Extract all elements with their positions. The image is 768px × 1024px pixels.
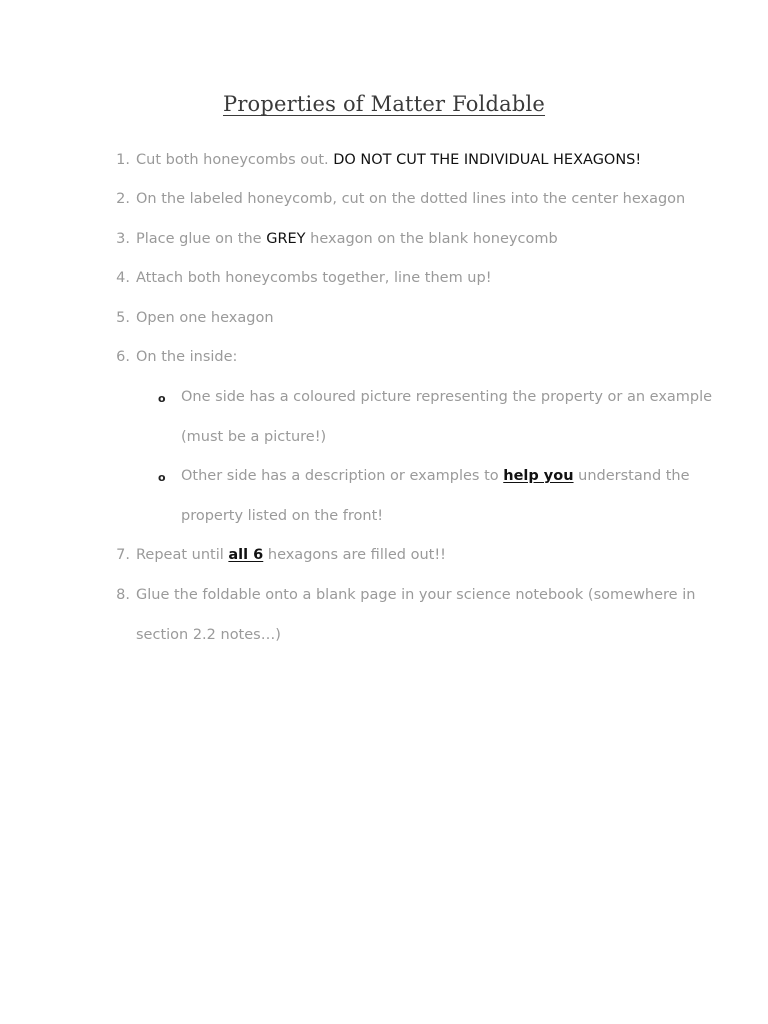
- list-item-text-post: hexagons are filled out!!: [267, 547, 446, 563]
- list-number: 5.: [116, 310, 130, 326]
- sub-list-item-text: (must be a picture!): [181, 429, 327, 445]
- emphasis-text: DO NOT CUT THE INDIVIDUAL HEXAGONS!: [333, 152, 642, 168]
- bullet-icon: o: [158, 392, 166, 405]
- list-item-text: On the labeled honeycomb, cut on the dotted lines into the center hexagon: [136, 191, 686, 207]
- list-number: 8.: [116, 587, 130, 603]
- list-item-text: On the inside:: [136, 349, 238, 365]
- list-number: 4.: [116, 270, 130, 286]
- emphasis-text: all 6: [228, 547, 264, 563]
- bullet-icon: o: [158, 471, 166, 484]
- sub-list-item-text: [181, 466, 690, 486]
- list-item-text-pre: Place glue on the: [136, 231, 262, 247]
- sub-list-item-text: One side has a coloured picture representing the property or an example: [181, 389, 713, 405]
- page-title: [0, 92, 768, 116]
- list-number: 7.: [116, 547, 130, 563]
- emphasis-text: help you: [503, 468, 574, 484]
- list-item-text: [136, 545, 446, 565]
- list-item-text: [136, 229, 558, 249]
- list-item-text: Glue the foldable onto a blank page in your science notebook (somewhere in: [136, 587, 696, 603]
- list-number: 3.: [116, 231, 130, 247]
- list-item-text: Attach both honeycombs together, line them up!: [136, 270, 492, 286]
- list-item-text: Open one hexagon: [136, 310, 274, 326]
- sub-list-item-text: property listed on the front!: [181, 508, 384, 524]
- list-item-text: [136, 150, 641, 170]
- list-number: 1.: [116, 152, 130, 168]
- list-item-text-pre: Cut both honeycombs out.: [136, 152, 329, 168]
- list-number: 6.: [116, 349, 130, 365]
- sub-list-item-text-pre: Other side has a description or examples to: [181, 468, 499, 484]
- page-title-text: Properties of Matter Foldable: [222, 92, 546, 116]
- list-number: 2.: [116, 191, 130, 207]
- emphasis-text: GREY: [266, 231, 306, 247]
- sub-list-item-text-post: understand the: [578, 468, 690, 484]
- list-item-text: section 2.2 notes…): [136, 627, 281, 643]
- list-item-text-post: hexagon on the blank honeycomb: [310, 231, 558, 247]
- list-item-text-pre: Repeat until: [136, 547, 224, 563]
